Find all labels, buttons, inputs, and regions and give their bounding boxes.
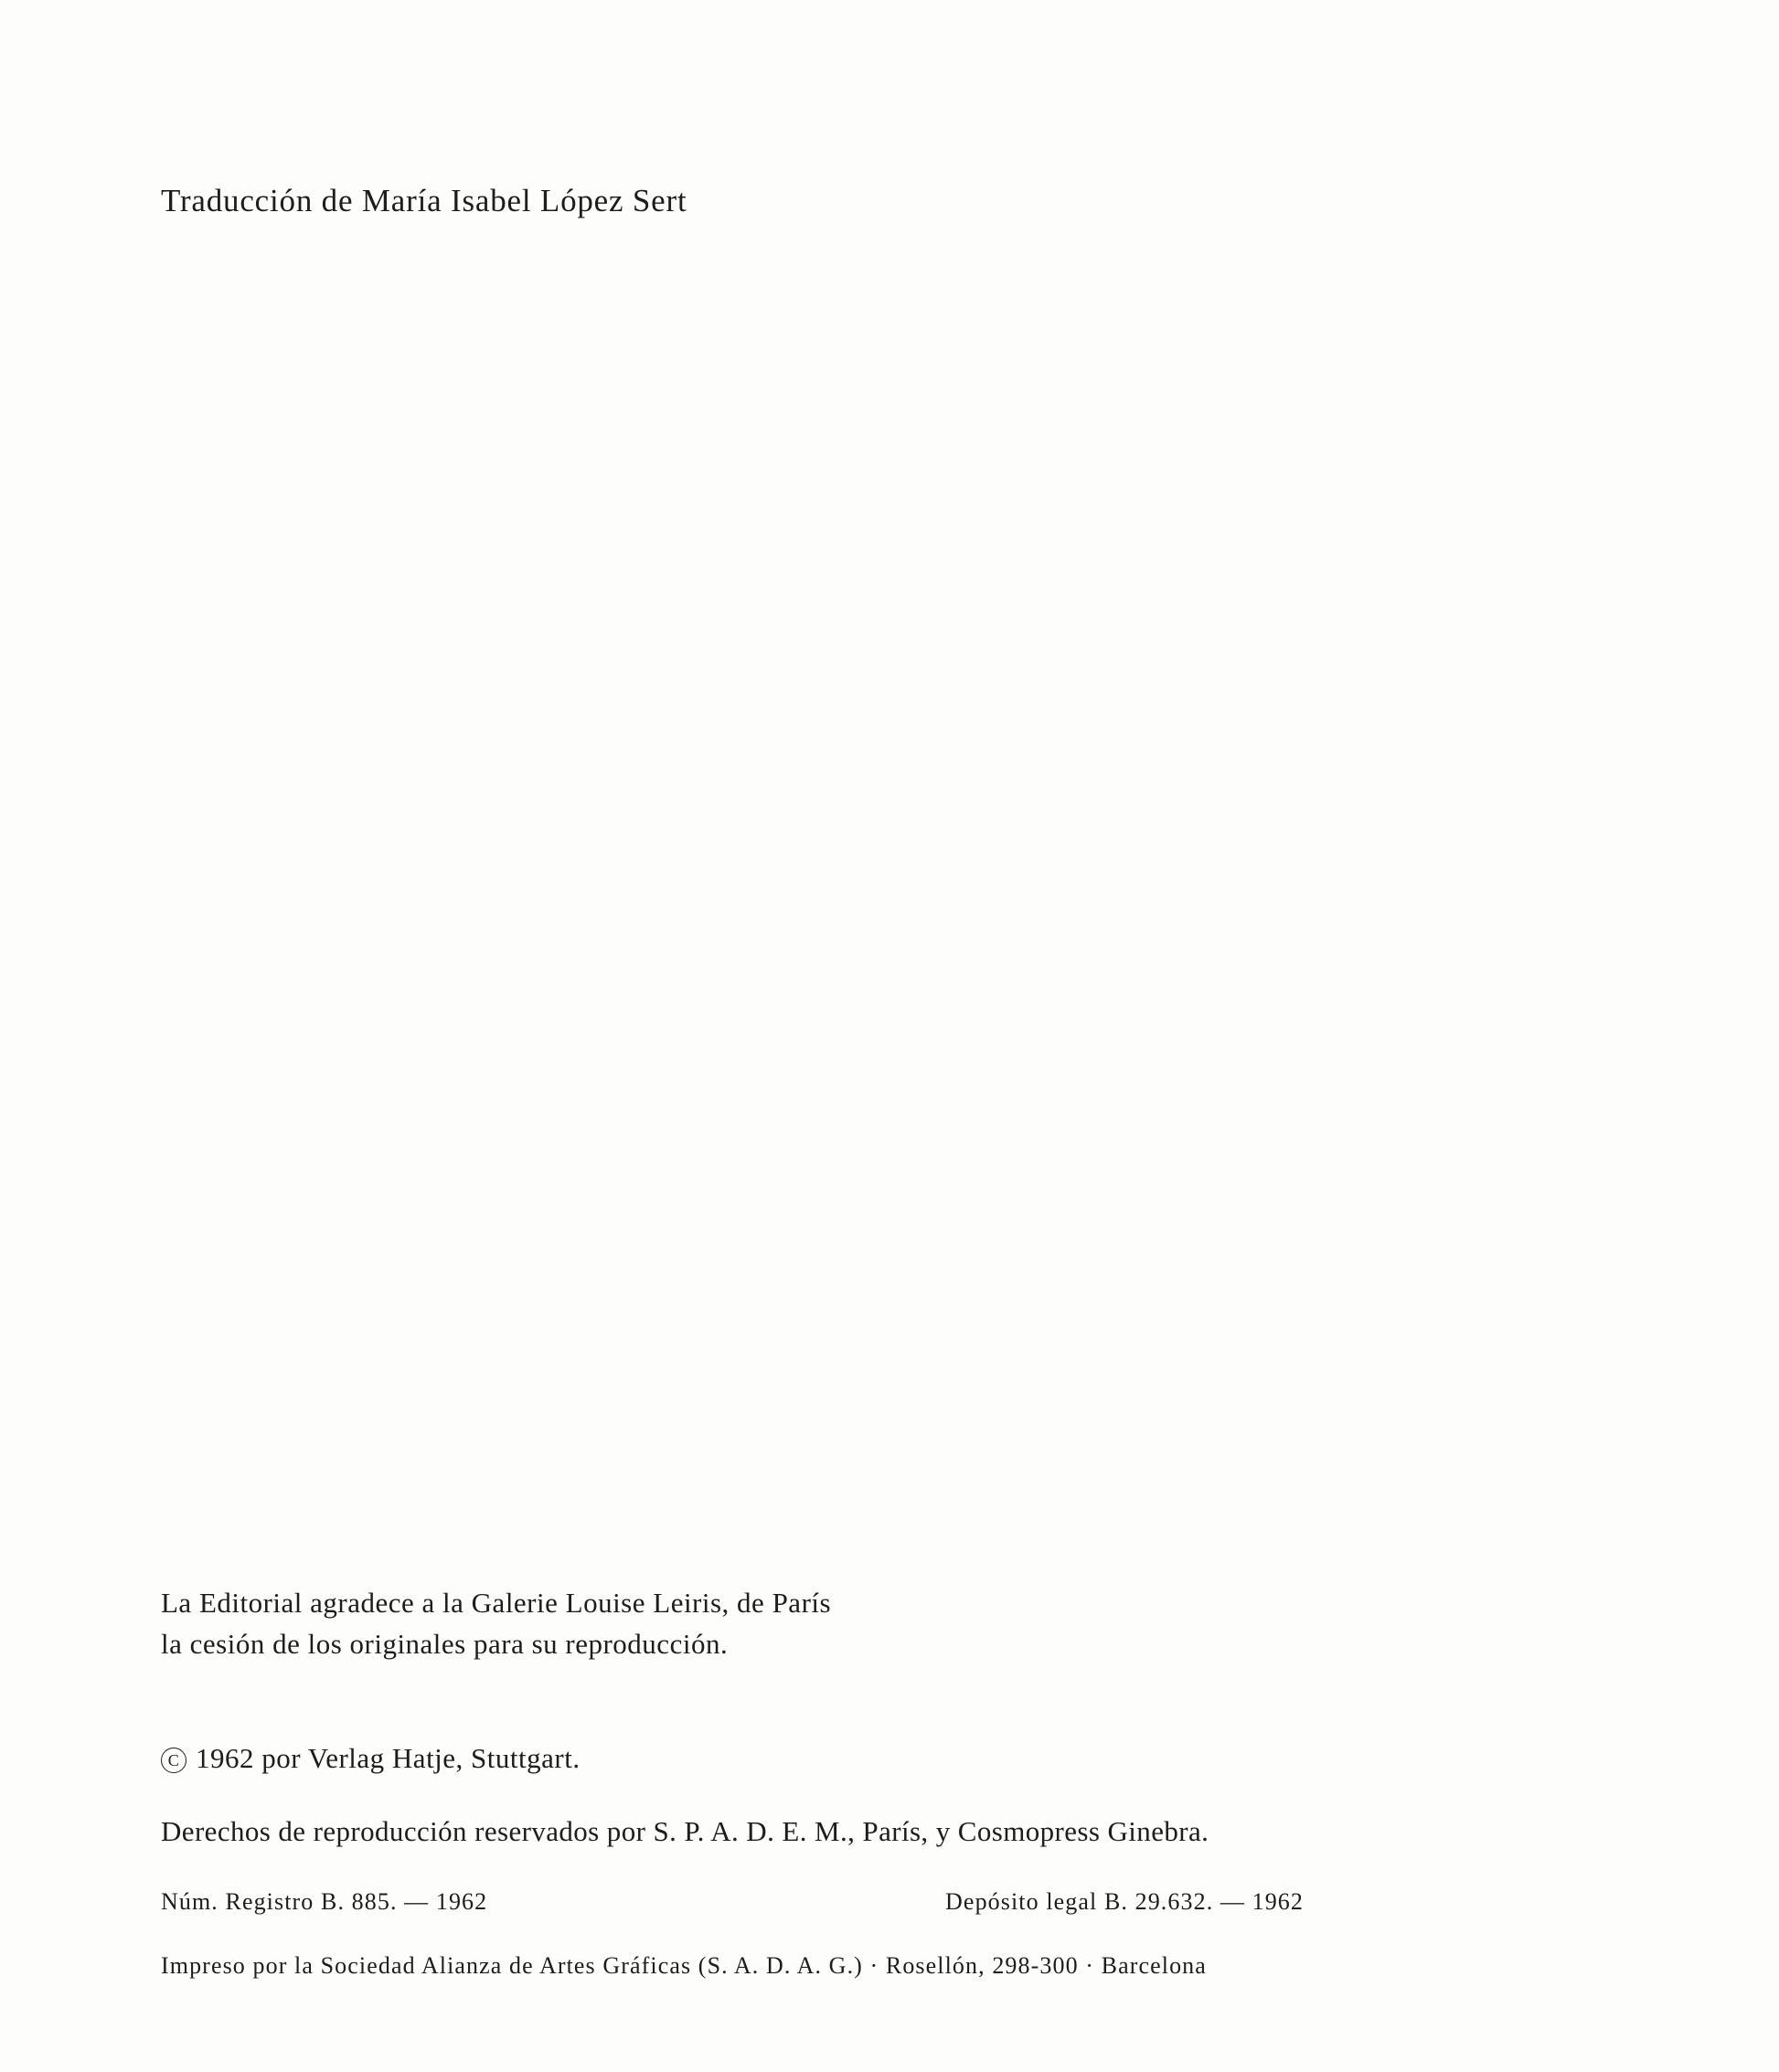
acknowledgement-line-1: La Editorial agradece a la Galerie Louise Leiris, de París — [161, 1587, 832, 1619]
printer-imprint: Impreso por la Sociedad Alianza de Artes Gráficas (S. A. D. A. G.) · Rosellón, 298-300 · Barcelona — [161, 1951, 1207, 1979]
copyright-line — [161, 1742, 1468, 1775]
legal-deposit: Depósito legal B. 29.632. — 1962 — [945, 1887, 1304, 1915]
copyright-icon: C — [161, 1748, 186, 1773]
translator-credit: Traducción de María Isabel López Sert — [161, 183, 687, 218]
registry-number: Núm. Registro B. 885. — 1962 — [161, 1887, 488, 1915]
copyright-text: 1962 por Verlag Hatje, Stuttgart. — [196, 1741, 581, 1774]
translator-credit-block — [161, 179, 1441, 222]
registry-row — [161, 1888, 1304, 1916]
acknowledgement — [161, 1583, 1468, 1665]
acknowledgement-line-2: la cesión de los originales para su reproducción. — [161, 1627, 729, 1660]
reproduction-rights: Derechos de reproducción reservados por S. P. A. D. E. M., París, y Cosmopress Ginebra. — [161, 1814, 1209, 1847]
colophon-block — [161, 1583, 1468, 1980]
